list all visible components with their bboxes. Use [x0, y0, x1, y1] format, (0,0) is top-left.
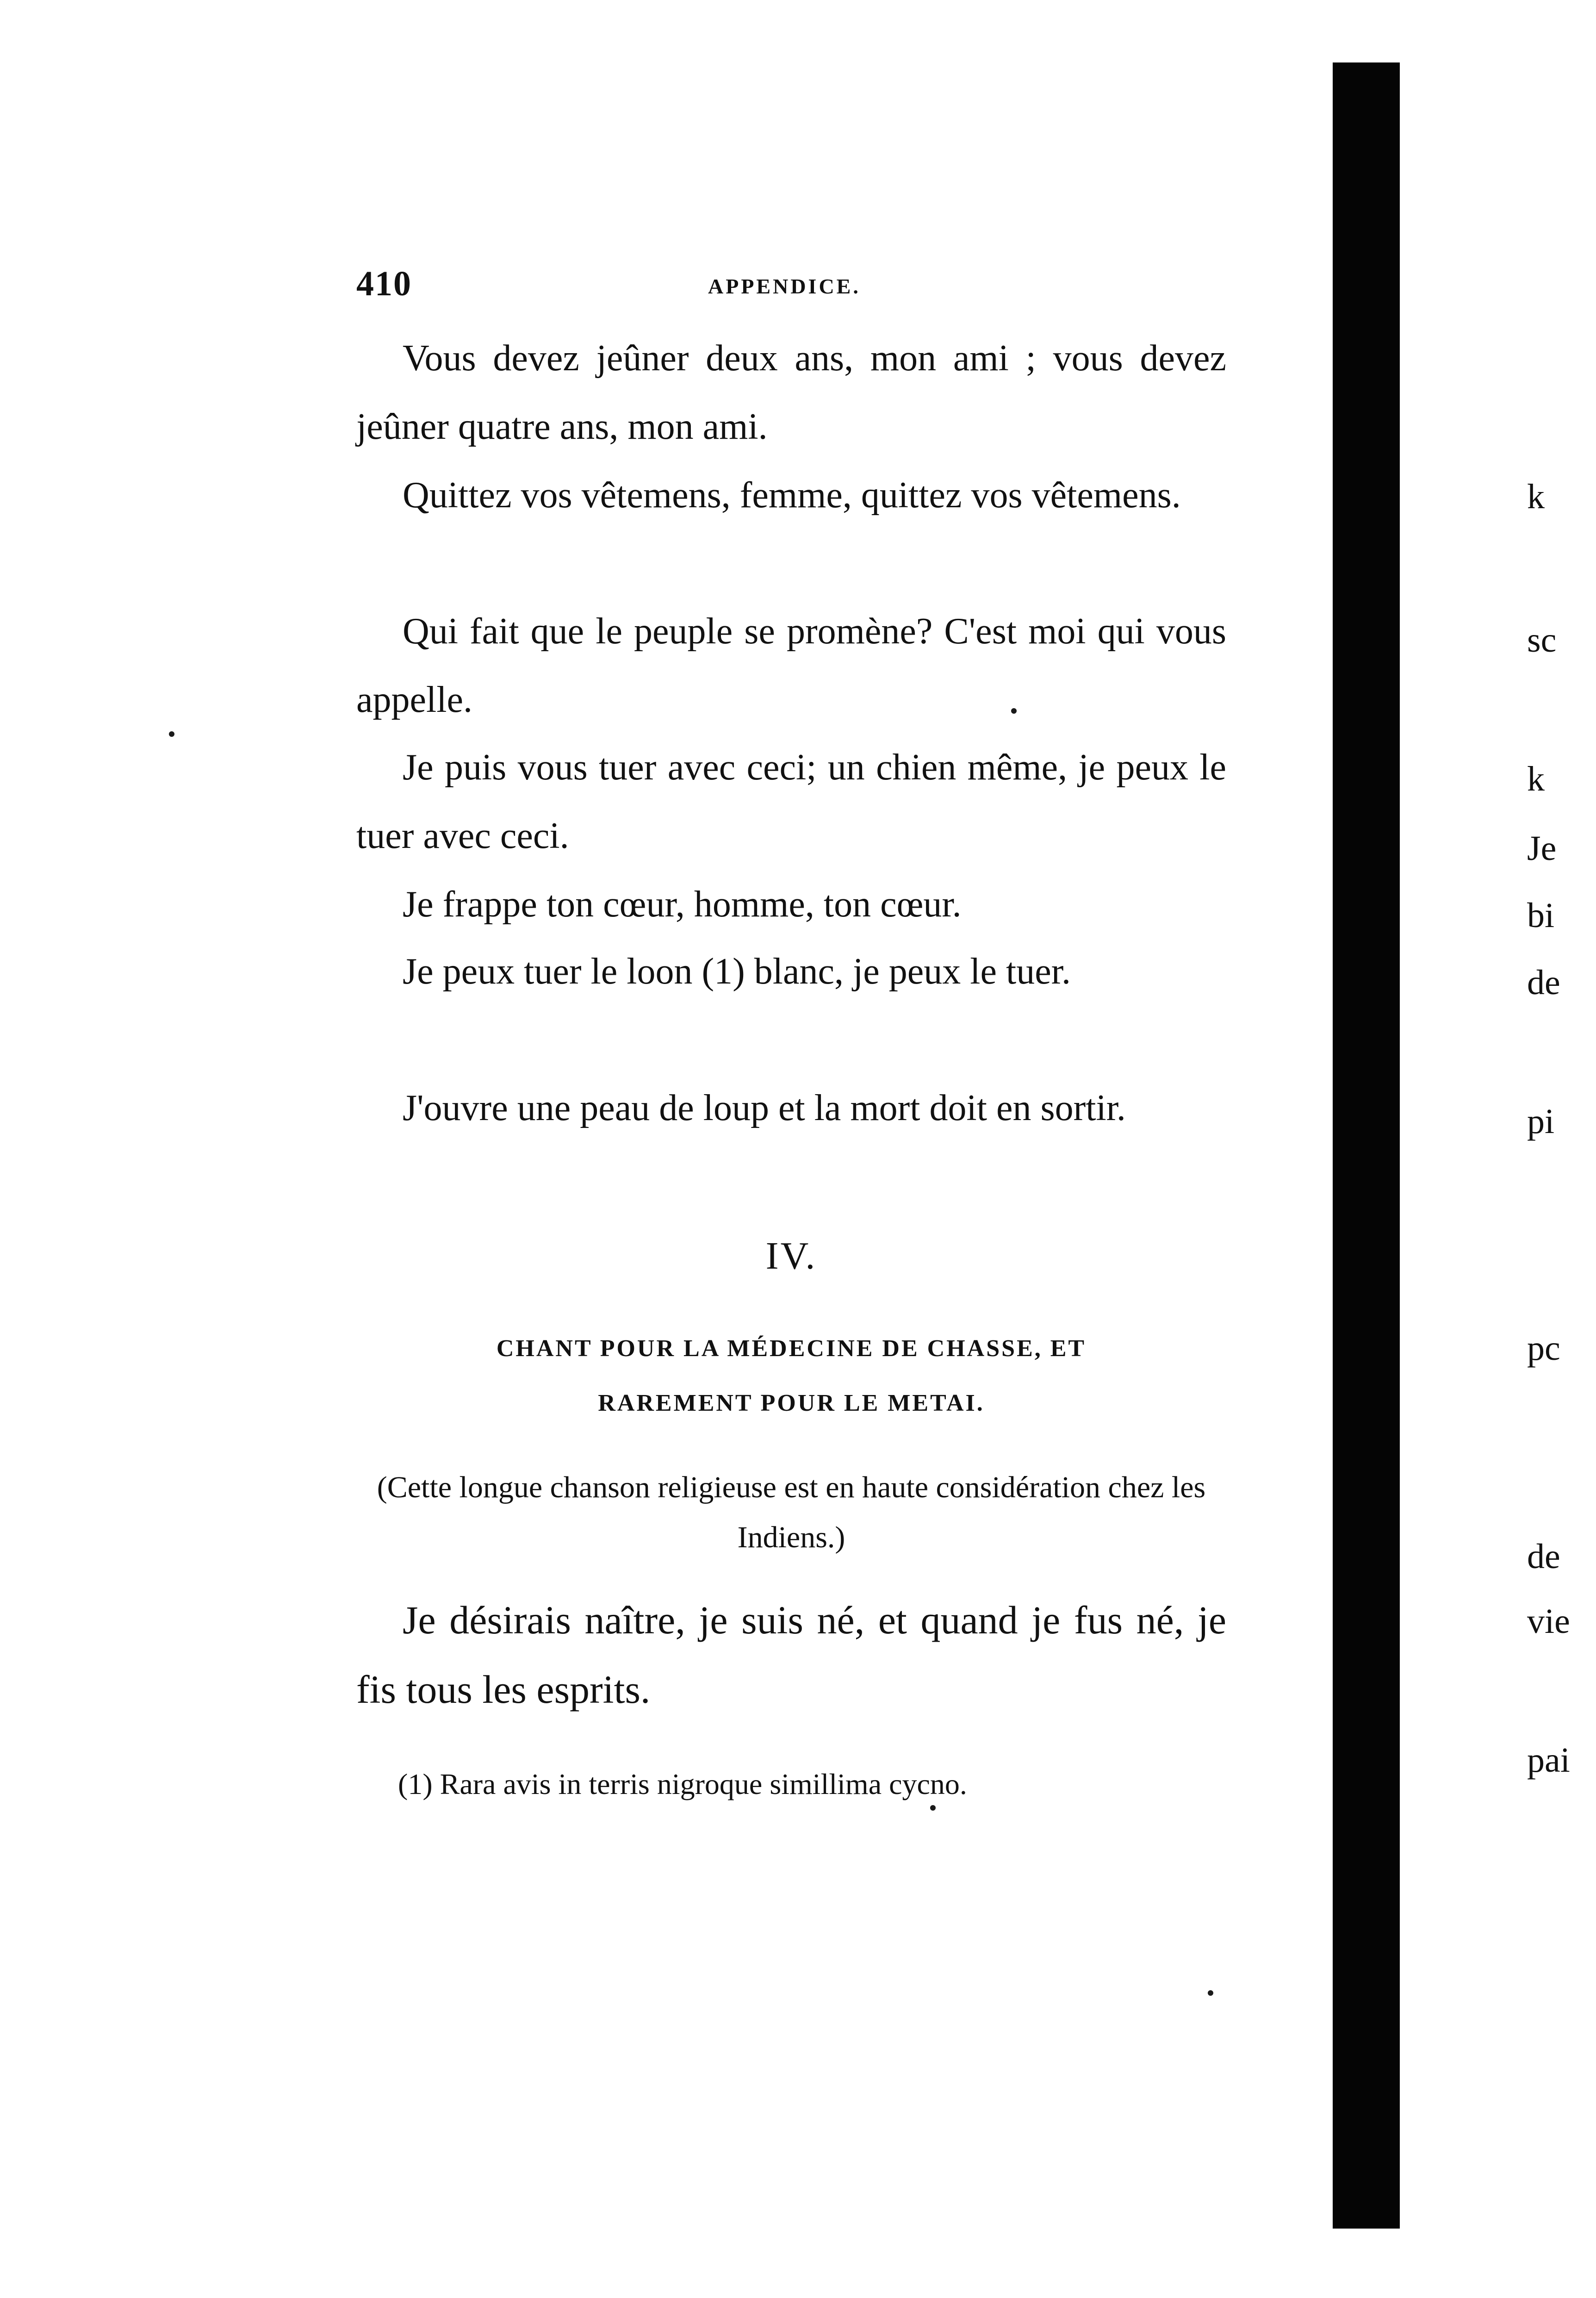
next-page-fragment: vie — [1527, 1602, 1570, 1641]
verse-2: Quittez vos vêtemens, femme, quittez vos vêtemens. — [403, 475, 1181, 516]
page-number: 410 — [356, 264, 412, 303]
running-head-title: APPENDICE. — [708, 274, 861, 298]
next-page-fragment: pai — [1527, 1741, 1570, 1780]
next-page-fragment: Je — [1527, 829, 1557, 868]
next-page-fragment: bi — [1527, 896, 1555, 935]
next-page-fragment: k — [1527, 477, 1545, 516]
verse-4: Je puis vous tuer avec ceci; un chien même, je peux le tuer avec ceci. — [356, 747, 1226, 856]
section-title-line-1: CHANT POUR LA MÉDECINE DE CHASSE, ET — [496, 1335, 1087, 1362]
verse-6: Je peux tuer le loon (1) blanc, je peux le tuer. — [403, 951, 1071, 992]
gutter-shadow — [1333, 62, 1400, 2229]
next-page-fragment: pc — [1527, 1329, 1560, 1368]
next-page-fragment: sc — [1527, 621, 1557, 660]
footnote: (1) Rara avis in terris nigroque simillima cycno. — [398, 1768, 967, 1800]
section-title-line-2: RAREMENT POUR LE METAI. — [598, 1390, 985, 1416]
next-page-fragment: de — [1527, 1537, 1560, 1576]
section-number: IV. — [765, 1234, 817, 1277]
verse-7: J'ouvre une peau de loup et la mort doit en sortir. — [403, 1088, 1126, 1128]
next-page-fragment: k — [1527, 760, 1545, 798]
ink-speck — [1208, 1990, 1213, 1996]
verse-3: Qui fait que le peuple se promène? C'est moi qui vous appelle. — [356, 611, 1226, 720]
running-head — [356, 264, 1097, 305]
section-verse: Je désirais naître, je suis né, et quand je fus né, je fis tous les esprits. — [356, 1598, 1226, 1712]
verse-1: Vous devez jeûner deux ans, mon ami ; vous devez jeûner quatre ans, mon ami. — [356, 338, 1226, 447]
next-page-fragment: de — [1527, 963, 1560, 1002]
ink-speck — [1011, 708, 1017, 714]
ink-speck — [169, 731, 174, 737]
ink-speck — [930, 1805, 936, 1811]
next-page-fragment: pi — [1527, 1102, 1555, 1141]
verse-5: Je frappe ton cœur, homme, ton cœur. — [403, 884, 962, 925]
section-note: (Cette longue chanson religieuse est en haute considération chez les Indiens.) — [377, 1470, 1206, 1554]
section-title — [356, 1321, 1226, 1431]
